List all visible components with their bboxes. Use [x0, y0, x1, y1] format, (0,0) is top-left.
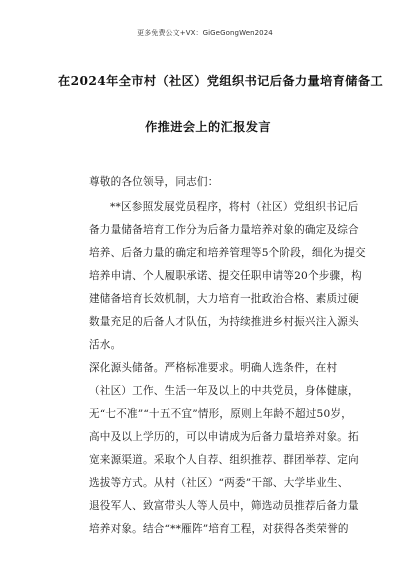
paragraph-1-line: 活水。 [89, 339, 122, 351]
paragraph-1-line: **区参照发展党员程序，将村（社区）党组织书记后 [110, 201, 359, 213]
document-title-line-1: 在2024年全市村（社区）党组织书记后备力量培育储备工 [58, 74, 384, 88]
paragraph-1-line: 备力量储备培育工作分为后备力量培养对象的确定及综合 [89, 224, 359, 236]
paragraph-2-line: 深化源头储备。严格标准要求。明确人选条件，在村 [89, 362, 338, 374]
paragraph-2-line: 选拔等方式。从村（社区）“两委”干部、大学毕业生、 [89, 477, 349, 489]
paragraph-2-line: 培养对象。结合“**雁阵”培育工程，对获得各类荣誉的 [89, 523, 349, 535]
paragraph-2-line: 高中及以上学历的，可以申请成为后备力量培养对象。拓 [89, 431, 359, 443]
paragraph-2-line: 退役军人、致富带头人等人员中，筛选动员推荐后备力量 [89, 500, 359, 512]
paragraph-1-line: 培养、后备力量的确定和培养管理等5个阶段，细化为提交 [89, 247, 366, 259]
salutation: 尊敬的各位领导，同志们： [89, 176, 219, 188]
paragraph-2-line: （社区）工作、生活一年及以上的中共党员，身体健康， [89, 385, 359, 397]
paragraph-1-line: 建储备培育长效机制，大力培育一批政治合格、素质过硬 [89, 293, 359, 305]
document-title-line-2: 作推进会上的汇报发言 [145, 120, 271, 134]
paragraph-2-line: 宽来源渠道。采取个人自荐、组织推荐、群团举荐、定向 [89, 454, 359, 466]
paragraph-2-line: 无“七不准”“十五不宜”情形，原则上年龄不超过50岁， [89, 408, 353, 420]
paragraph-1-line: 数量充足的后备人才队伍，为持续推进乡村振兴注入源头 [89, 316, 359, 328]
paragraph-1-line: 培养申请、个人履职承诺、提交任职申请等20个步骤，构 [89, 270, 362, 282]
header-source-note: 更多免费公文+VX：GiGeGongWen2024 [137, 29, 273, 37]
